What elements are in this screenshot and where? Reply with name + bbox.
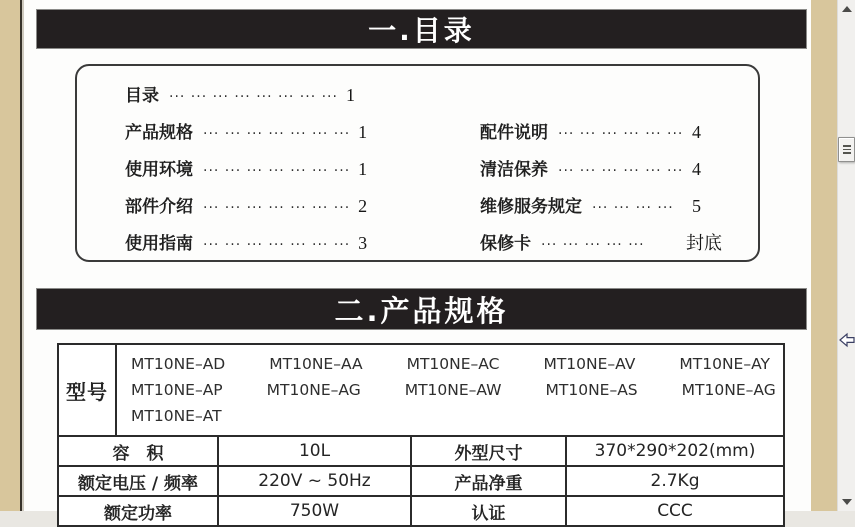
toc-entry (125, 225, 375, 262)
toc-leader-dots: ··· ··· ··· ··· (592, 200, 674, 216)
toc-entry-label: 使用指南 (125, 234, 193, 254)
spec-table (57, 343, 785, 527)
spec-value: CCC (566, 496, 784, 526)
toc-entry-label: 目录 (125, 86, 159, 106)
spec-value: 220V ~ 50Hz (218, 466, 411, 496)
scroll-down-button[interactable] (838, 495, 855, 509)
toc-entry (125, 114, 375, 151)
toc-column-right (480, 114, 722, 262)
toc-leader-dots: ··· ··· ··· ··· ··· (541, 237, 645, 253)
model-number: MT10NE–AS (545, 381, 638, 399)
toc-entry-label: 配件说明 (480, 123, 548, 143)
toc-box (75, 64, 760, 262)
spec-label: 额定功率 (58, 496, 218, 526)
toc-entry (480, 225, 722, 262)
scan-margin-right (811, 0, 837, 511)
thumb-grip-line (843, 145, 851, 147)
toc-leader-dots: ··· ··· ··· ··· ··· ··· ··· (203, 126, 351, 142)
toc-leader-dots: ··· ··· ··· ··· ··· ··· ··· (203, 237, 351, 253)
toc-column-left (125, 77, 375, 262)
vertical-scrollbar[interactable] (837, 0, 855, 511)
spec-value: 750W (218, 496, 411, 526)
thumb-grip-line (843, 149, 851, 151)
toc-page-number: 5 (692, 196, 701, 216)
toc-page-number: 1 (358, 159, 368, 179)
table-row (58, 496, 784, 526)
toc-entry-label: 部件介绍 (125, 197, 193, 217)
model-number: MT10NE–AW (404, 381, 502, 399)
toc-page-number: 4 (692, 122, 701, 142)
toc-entry-label: 产品规格 (125, 123, 193, 143)
model-number: MT10NE–AD (131, 355, 226, 373)
model-number: MT10NE–AT (131, 407, 222, 425)
toc-page-number: 4 (692, 159, 701, 179)
model-line (131, 403, 783, 429)
table-row (58, 436, 784, 466)
section-banner-specs (37, 289, 806, 329)
toc-entry-label: 保修卡 (480, 234, 531, 254)
mouse-cursor-arrow-icon (839, 333, 855, 347)
toc-leader-dots: ··· ··· ··· ··· ··· ··· ··· (203, 163, 351, 179)
spec-value: 370*290*202(mm) (566, 436, 784, 466)
toc-page-number: 3 (358, 233, 368, 253)
toc-leader-dots: ··· ··· ··· ··· ··· ··· (558, 126, 684, 142)
model-number: MT10NE–AG (681, 381, 776, 399)
toc-entry-label: 维修服务规定 (480, 197, 582, 217)
section-title-toc: 一.目录 (368, 14, 475, 47)
section-banner-toc (37, 10, 806, 48)
toc-page-number: 2 (358, 196, 368, 216)
thumb-grip-line (843, 152, 851, 154)
spec-label: 额定电压 / 频率 (58, 466, 218, 496)
model-line (131, 377, 783, 403)
toc-entry-label: 使用环境 (125, 160, 193, 180)
model-number: MT10NE–AA (269, 355, 363, 373)
toc-entry (480, 188, 722, 225)
spec-label: 外型尺寸 (411, 436, 566, 466)
model-number: MT10NE–AY (679, 355, 770, 373)
model-number: MT10NE–AG (266, 381, 361, 399)
toc-page-number: 封底 (686, 233, 722, 253)
spec-label: 容 积 (58, 436, 218, 466)
toc-entry (125, 77, 375, 114)
toc-page-number: 1 (345, 85, 355, 105)
toc-entry (480, 114, 722, 151)
toc-leader-dots: ··· ··· ··· ··· ··· ··· (558, 163, 684, 179)
toc-entry (125, 188, 375, 225)
model-number: MT10NE–AC (406, 355, 500, 373)
scan-margin-left (0, 0, 20, 511)
arrow-down-icon (842, 499, 852, 505)
model-label-cell: 型号 (58, 344, 116, 436)
scroll-up-button[interactable] (838, 2, 855, 16)
toc-leader-dots: ··· ··· ··· ··· ··· ··· ··· ··· (169, 89, 338, 105)
section-title-specs: 二.产品规格 (334, 293, 509, 328)
model-list-cell (116, 344, 784, 436)
model-line (131, 351, 783, 377)
spec-label: 认证 (411, 496, 566, 526)
page-edge-shadow (22, 0, 24, 511)
arrow-up-icon (842, 6, 852, 12)
model-number: MT10NE–AP (131, 381, 223, 399)
toc-entry-label: 清洁保养 (480, 160, 548, 180)
spec-label: 产品净重 (411, 466, 566, 496)
toc-page-number: 1 (358, 122, 368, 142)
scrollbar-thumb[interactable] (838, 137, 855, 162)
toc-entry (125, 151, 375, 188)
spec-value: 2.7Kg (566, 466, 784, 496)
table-row-models (58, 344, 784, 436)
spec-value: 10L (218, 436, 411, 466)
model-number: MT10NE–AV (543, 355, 636, 373)
toc-entry (480, 151, 722, 188)
table-row (58, 466, 784, 496)
toc-leader-dots: ··· ··· ··· ··· ··· ··· ··· (203, 200, 351, 216)
